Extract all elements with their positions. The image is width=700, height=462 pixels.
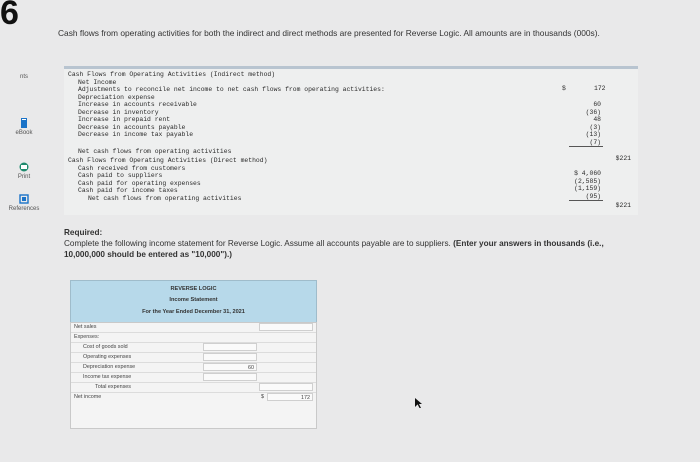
- row-total-expenses: [71, 383, 316, 393]
- net-income-label: Net Income: [78, 78, 117, 86]
- income-tax-input[interactable]: [203, 373, 257, 381]
- indirect-total: $221: [615, 155, 631, 162]
- required-text: [64, 238, 644, 260]
- operating-input[interactable]: [203, 353, 257, 361]
- references-icon: [18, 194, 30, 204]
- direct-value: (1,159): [574, 185, 601, 192]
- required-label: Required:: [64, 228, 103, 237]
- question-number: 6: [0, 0, 19, 32]
- adj-value: (7): [589, 138, 601, 146]
- direct-total-label: Net cash flows from operating activities: [88, 194, 242, 202]
- row-label: Net income: [74, 394, 102, 400]
- adj-value: 60: [593, 101, 601, 108]
- underline: [569, 200, 603, 201]
- sidebar-item-label: eBook: [15, 130, 33, 136]
- direct-label: Cash received from customers: [78, 164, 186, 172]
- adj-label: Decrease in inventory: [78, 108, 159, 116]
- row-label: Expenses:: [74, 334, 100, 340]
- required-section: [64, 227, 644, 260]
- sidebar-item-references[interactable]: [0, 194, 48, 212]
- row-cogs: [71, 343, 316, 353]
- row-net-income: [71, 393, 316, 402]
- sidebar-item-print[interactable]: [0, 162, 48, 180]
- adj-value: (13): [585, 131, 601, 138]
- required-instructions: Complete the following income statement for Reverse Logic. Assume all accounts payable are to suppliers.: [64, 239, 451, 248]
- row-label: Operating expenses: [83, 354, 132, 360]
- adj-value: (36): [585, 108, 601, 116]
- adj-label: Decrease in income tax payable: [78, 131, 194, 138]
- cogs-input[interactable]: [203, 343, 257, 351]
- net-income-value: 172: [594, 85, 606, 92]
- print-icon: [18, 162, 30, 172]
- adj-value: (3): [589, 123, 601, 131]
- row-label: Net sales: [74, 324, 97, 330]
- net-income-dollar: $: [562, 85, 566, 92]
- cash-flow-panel: [64, 69, 638, 215]
- row-label: Income tax expense: [83, 374, 132, 380]
- adj-label: Increase in prepaid rent: [78, 116, 171, 123]
- adj-label: Increase in accounts receivable: [78, 101, 197, 108]
- row-label: Total expenses: [95, 384, 131, 390]
- direct-value: (95): [585, 192, 601, 200]
- direct-value: $ 4,060: [574, 170, 601, 177]
- direct-label: Cash paid to suppliers: [78, 172, 163, 179]
- direct-value: (2,585): [574, 177, 601, 185]
- total-expenses-input[interactable]: [259, 383, 313, 391]
- statement-period: For the Year Ended December 31, 2021: [142, 309, 245, 315]
- book-icon: [18, 118, 30, 128]
- sidebar-item-label: References: [8, 206, 40, 212]
- direct-title: Cash Flows from Operating Activities (Direct method): [68, 157, 268, 164]
- row-net-sales: [71, 323, 316, 333]
- indirect-total-label: Net cash flows from operating activities: [78, 148, 232, 155]
- intro-text: Cash flows from operating activities for both the indirect and direct methods are presented for Reverse Logic. All amounts are in thousands (000s).: [58, 28, 600, 38]
- row-label: Depreciation expense: [83, 364, 136, 370]
- adj-label: Depreciation expense: [78, 93, 155, 101]
- income-statement-header: [70, 280, 317, 323]
- net-income-value: 172: [267, 393, 313, 401]
- adj-label: Decrease in accounts payable: [78, 123, 186, 131]
- direct-label: Cash paid for income taxes: [78, 187, 178, 194]
- income-statement-table: [70, 322, 317, 429]
- sidebar-item-ebook[interactable]: [0, 118, 48, 136]
- direct-label: Cash paid for operating expenses: [78, 179, 201, 187]
- required-entry-note: (Enter your answers in thousands (i.e., 10,000,000 should be entered as "10,000").): [64, 239, 604, 259]
- net-income-dollar: $: [261, 394, 264, 400]
- statement-title: Income Statement: [169, 297, 218, 303]
- indirect-title: Cash Flows from Operating Activities (Indirect method): [68, 71, 276, 78]
- adj-value: 48: [593, 116, 601, 123]
- row-label: Cost of goods sold: [83, 344, 128, 350]
- depreciation-value: 60: [203, 363, 257, 371]
- row-expenses: [71, 333, 316, 343]
- direct-total: $221: [615, 202, 631, 209]
- net-sales-input[interactable]: [259, 323, 313, 331]
- underline: [569, 146, 603, 147]
- company-name: REVERSE LOGIC: [170, 286, 217, 292]
- row-income-tax: [71, 373, 316, 383]
- adjustments-label: Adjustments to reconcile net income to net cash flows from operating activities:: [78, 86, 385, 93]
- row-operating: [71, 353, 316, 363]
- mouse-cursor-icon: [415, 398, 423, 408]
- row-depreciation: [71, 363, 316, 373]
- sidebar-item-partial[interactable]: [0, 74, 48, 80]
- sidebar-item-label: Print: [17, 174, 31, 180]
- sidebar-item-label: nts: [19, 74, 28, 80]
